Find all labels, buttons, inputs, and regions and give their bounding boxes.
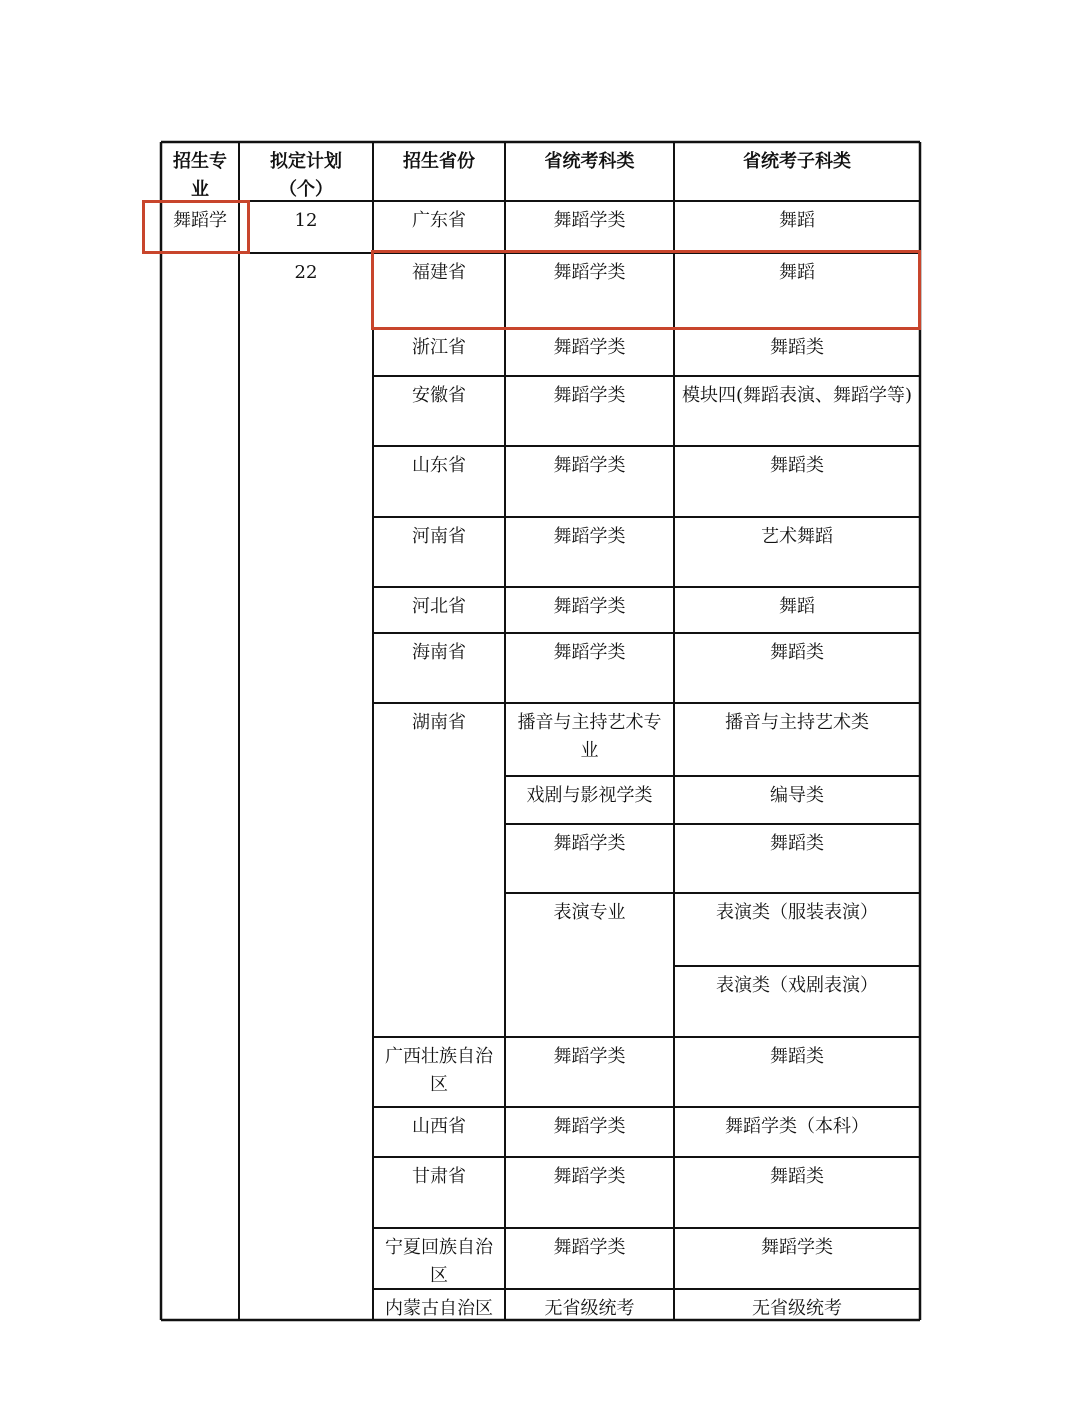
cell-province: 福建省 xyxy=(412,262,466,283)
cell-category: 舞蹈学类 xyxy=(553,526,626,547)
cell-province: 广西壮族自治 区 xyxy=(385,1046,493,1095)
cell-subcategory: 舞蹈学类 xyxy=(761,1237,833,1258)
cell-subcategory: 播音与主持艺术类 xyxy=(725,712,869,733)
cell-province: 浙江省 xyxy=(412,337,466,358)
cell-subcategory: 舞蹈学类（本科） xyxy=(725,1116,869,1137)
cell-category: 舞蹈学类 xyxy=(553,385,626,406)
cell-category: 舞蹈学类 xyxy=(553,1046,626,1067)
cell-province: 内蒙古自治区 xyxy=(385,1298,493,1319)
cell-subcategory: 舞蹈 xyxy=(779,210,815,231)
cell-province: 河北省 xyxy=(412,596,466,617)
cell-subcategory: 舞蹈类 xyxy=(770,455,824,476)
cell-province: 广东省 xyxy=(412,210,466,231)
header-plan: 拟定计划 （个） xyxy=(270,151,342,200)
cell-category: 舞蹈学类 xyxy=(553,596,626,617)
cell-province: 宁夏回族自治 区 xyxy=(385,1237,493,1286)
cell-category: 舞蹈学类 xyxy=(553,262,626,283)
cell-category: 舞蹈学类 xyxy=(553,1166,626,1187)
cell-category: 舞蹈学类 xyxy=(553,642,626,663)
cell-subcategory: 模块四(舞蹈表演、舞蹈学等) xyxy=(681,385,913,406)
cell-category: 戏剧与影视学类 xyxy=(526,785,653,806)
cell-subcategory: 舞蹈类 xyxy=(770,337,824,358)
cell-category: 舞蹈学类 xyxy=(553,455,626,476)
cell-category: 舞蹈学类 xyxy=(553,210,626,231)
cell-province: 甘肃省 xyxy=(412,1166,466,1187)
cell-category: 舞蹈学类 xyxy=(553,1237,626,1258)
cell-category: 舞蹈学类 xyxy=(553,833,626,854)
cell-subcategory: 表演类（戏剧表演） xyxy=(716,975,878,996)
cell-subcategory: 舞蹈类 xyxy=(770,1166,824,1187)
cell-subcategory: 编导类 xyxy=(770,785,824,806)
cell-subcategory: 无省级统考 xyxy=(752,1298,842,1319)
cell-subcategory: 舞蹈类 xyxy=(770,642,824,663)
cell-plan: 22 xyxy=(294,262,318,283)
cell-category: 播音与主持艺术专 业 xyxy=(517,712,662,761)
cell-subcategory: 舞蹈 xyxy=(779,262,815,283)
header-category: 省统考科类 xyxy=(544,151,635,172)
cell-province: 山东省 xyxy=(412,455,466,476)
cell-subcategory: 舞蹈类 xyxy=(770,1046,824,1067)
cell-subcategory: 舞蹈类 xyxy=(770,833,824,854)
cell-subcategory: 舞蹈 xyxy=(779,596,815,617)
cell-category: 无省级统考 xyxy=(544,1298,635,1319)
cell-province: 湖南省 xyxy=(412,712,466,733)
cell-province: 海南省 xyxy=(412,642,466,663)
cell-province: 山西省 xyxy=(412,1116,466,1137)
cell-subcategory: 表演类（服装表演） xyxy=(716,902,878,923)
cell-province: 安徽省 xyxy=(412,385,466,406)
cell-category: 舞蹈学类 xyxy=(553,337,626,358)
cell-province: 河南省 xyxy=(412,526,466,547)
cell-subcategory: 艺术舞蹈 xyxy=(761,526,833,547)
cell-category: 舞蹈学类 xyxy=(553,1116,626,1137)
header-province: 招生省份 xyxy=(403,151,475,172)
header-subcategory: 省统考子科类 xyxy=(743,151,851,172)
cell-plan: 12 xyxy=(294,210,318,231)
cell-category: 表演专业 xyxy=(553,902,626,923)
cell-major: 舞蹈学 xyxy=(173,210,227,231)
header-major: 招生专 业 xyxy=(173,151,227,200)
